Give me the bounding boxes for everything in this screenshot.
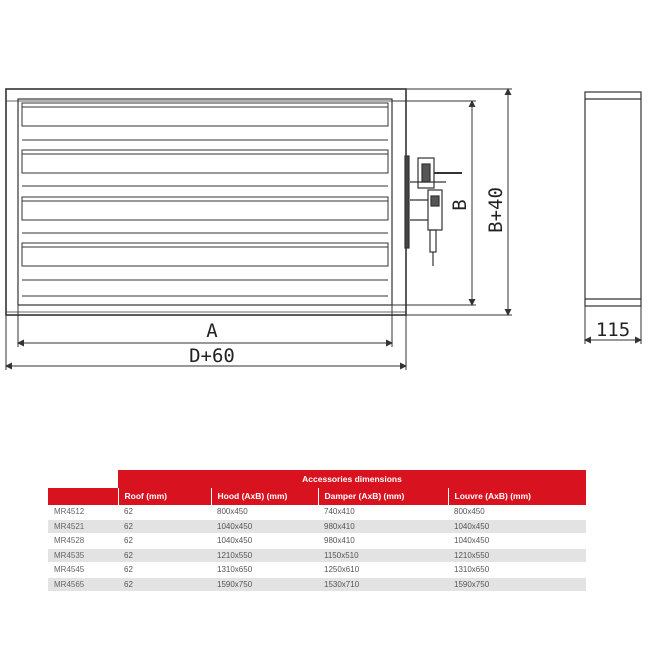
damper-cell: 1150x510 — [318, 548, 448, 563]
actuator-plate — [405, 156, 409, 248]
column-header-model — [48, 488, 118, 505]
louvre-cell: 1310x650 — [448, 563, 586, 578]
model-cell: MR4512 — [48, 505, 118, 519]
louvre-cell: 1590x750 — [448, 577, 586, 592]
front-view — [6, 89, 462, 315]
table-row — [48, 577, 586, 592]
model-cell: MR4521 — [48, 519, 118, 534]
blade — [22, 243, 388, 266]
damper-cell: 1530x710 — [318, 577, 448, 592]
outer-frame — [6, 89, 406, 315]
table-group-header-row — [48, 470, 586, 488]
hood-cell: 800x450 — [211, 505, 318, 519]
dim-d60-label: D+60 — [189, 345, 235, 367]
hood-cell: 1310x650 — [211, 563, 318, 578]
actuator-stem — [430, 230, 436, 252]
actuator-hub — [422, 164, 430, 182]
damper-cell: 740x410 — [318, 505, 448, 519]
roof-cell: 62 — [118, 548, 211, 563]
dim-a-label: A — [206, 320, 218, 342]
damper-cell: 1250x610 — [318, 563, 448, 578]
accessories-dimensions-table — [48, 470, 586, 592]
louvre-cell: 1210x550 — [448, 548, 586, 563]
table-row — [48, 505, 586, 519]
blade — [22, 150, 388, 173]
roof-cell: 62 — [118, 505, 211, 519]
blades — [22, 103, 388, 296]
table-row — [48, 519, 586, 534]
roof-cell: 62 — [118, 534, 211, 549]
roof-cell: 62 — [118, 577, 211, 592]
model-cell: MR4545 — [48, 563, 118, 578]
hood-cell: 1040x450 — [211, 534, 318, 549]
table-row — [48, 534, 586, 549]
damper-cell: 980x410 — [318, 519, 448, 534]
table-row — [48, 548, 586, 563]
column-header-row — [48, 488, 586, 505]
accessories-dimensions-title: Accessories dimensions — [118, 470, 586, 488]
roof-cell: 62 — [118, 519, 211, 534]
model-cell: MR4535 — [48, 548, 118, 563]
dim-b40-label: B+40 — [485, 187, 507, 233]
side-view — [585, 92, 641, 344]
damper-cell: 980x410 — [318, 534, 448, 549]
louvre-cell: 800x450 — [448, 505, 586, 519]
model-cell: MR4565 — [48, 577, 118, 592]
column-header-roof: Roof (mm) — [118, 488, 211, 505]
roof-cell: 62 — [118, 563, 211, 578]
inner-frame — [18, 99, 392, 305]
dim-depth-label: 115 — [595, 319, 631, 341]
column-header-louvre: Louvre (AxB) (mm) — [448, 488, 586, 505]
louvre-cell: 1040x450 — [448, 519, 586, 534]
blade — [22, 103, 388, 126]
table-row — [48, 563, 586, 578]
model-cell: MR4528 — [48, 534, 118, 549]
blade — [22, 197, 388, 220]
hood-cell: 1590x750 — [211, 577, 318, 592]
side-frame — [585, 92, 641, 306]
dim-b-label: B — [449, 199, 471, 211]
louvre-cell: 1040x450 — [448, 534, 586, 549]
column-header-hood: Hood (AxB) (mm) — [211, 488, 318, 505]
hood-cell: 1040x450 — [211, 519, 318, 534]
actuator-box-inner — [431, 196, 439, 206]
empty-corner — [48, 470, 118, 488]
column-header-damper: Damper (AxB) (mm) — [318, 488, 448, 505]
hood-cell: 1210x550 — [211, 548, 318, 563]
